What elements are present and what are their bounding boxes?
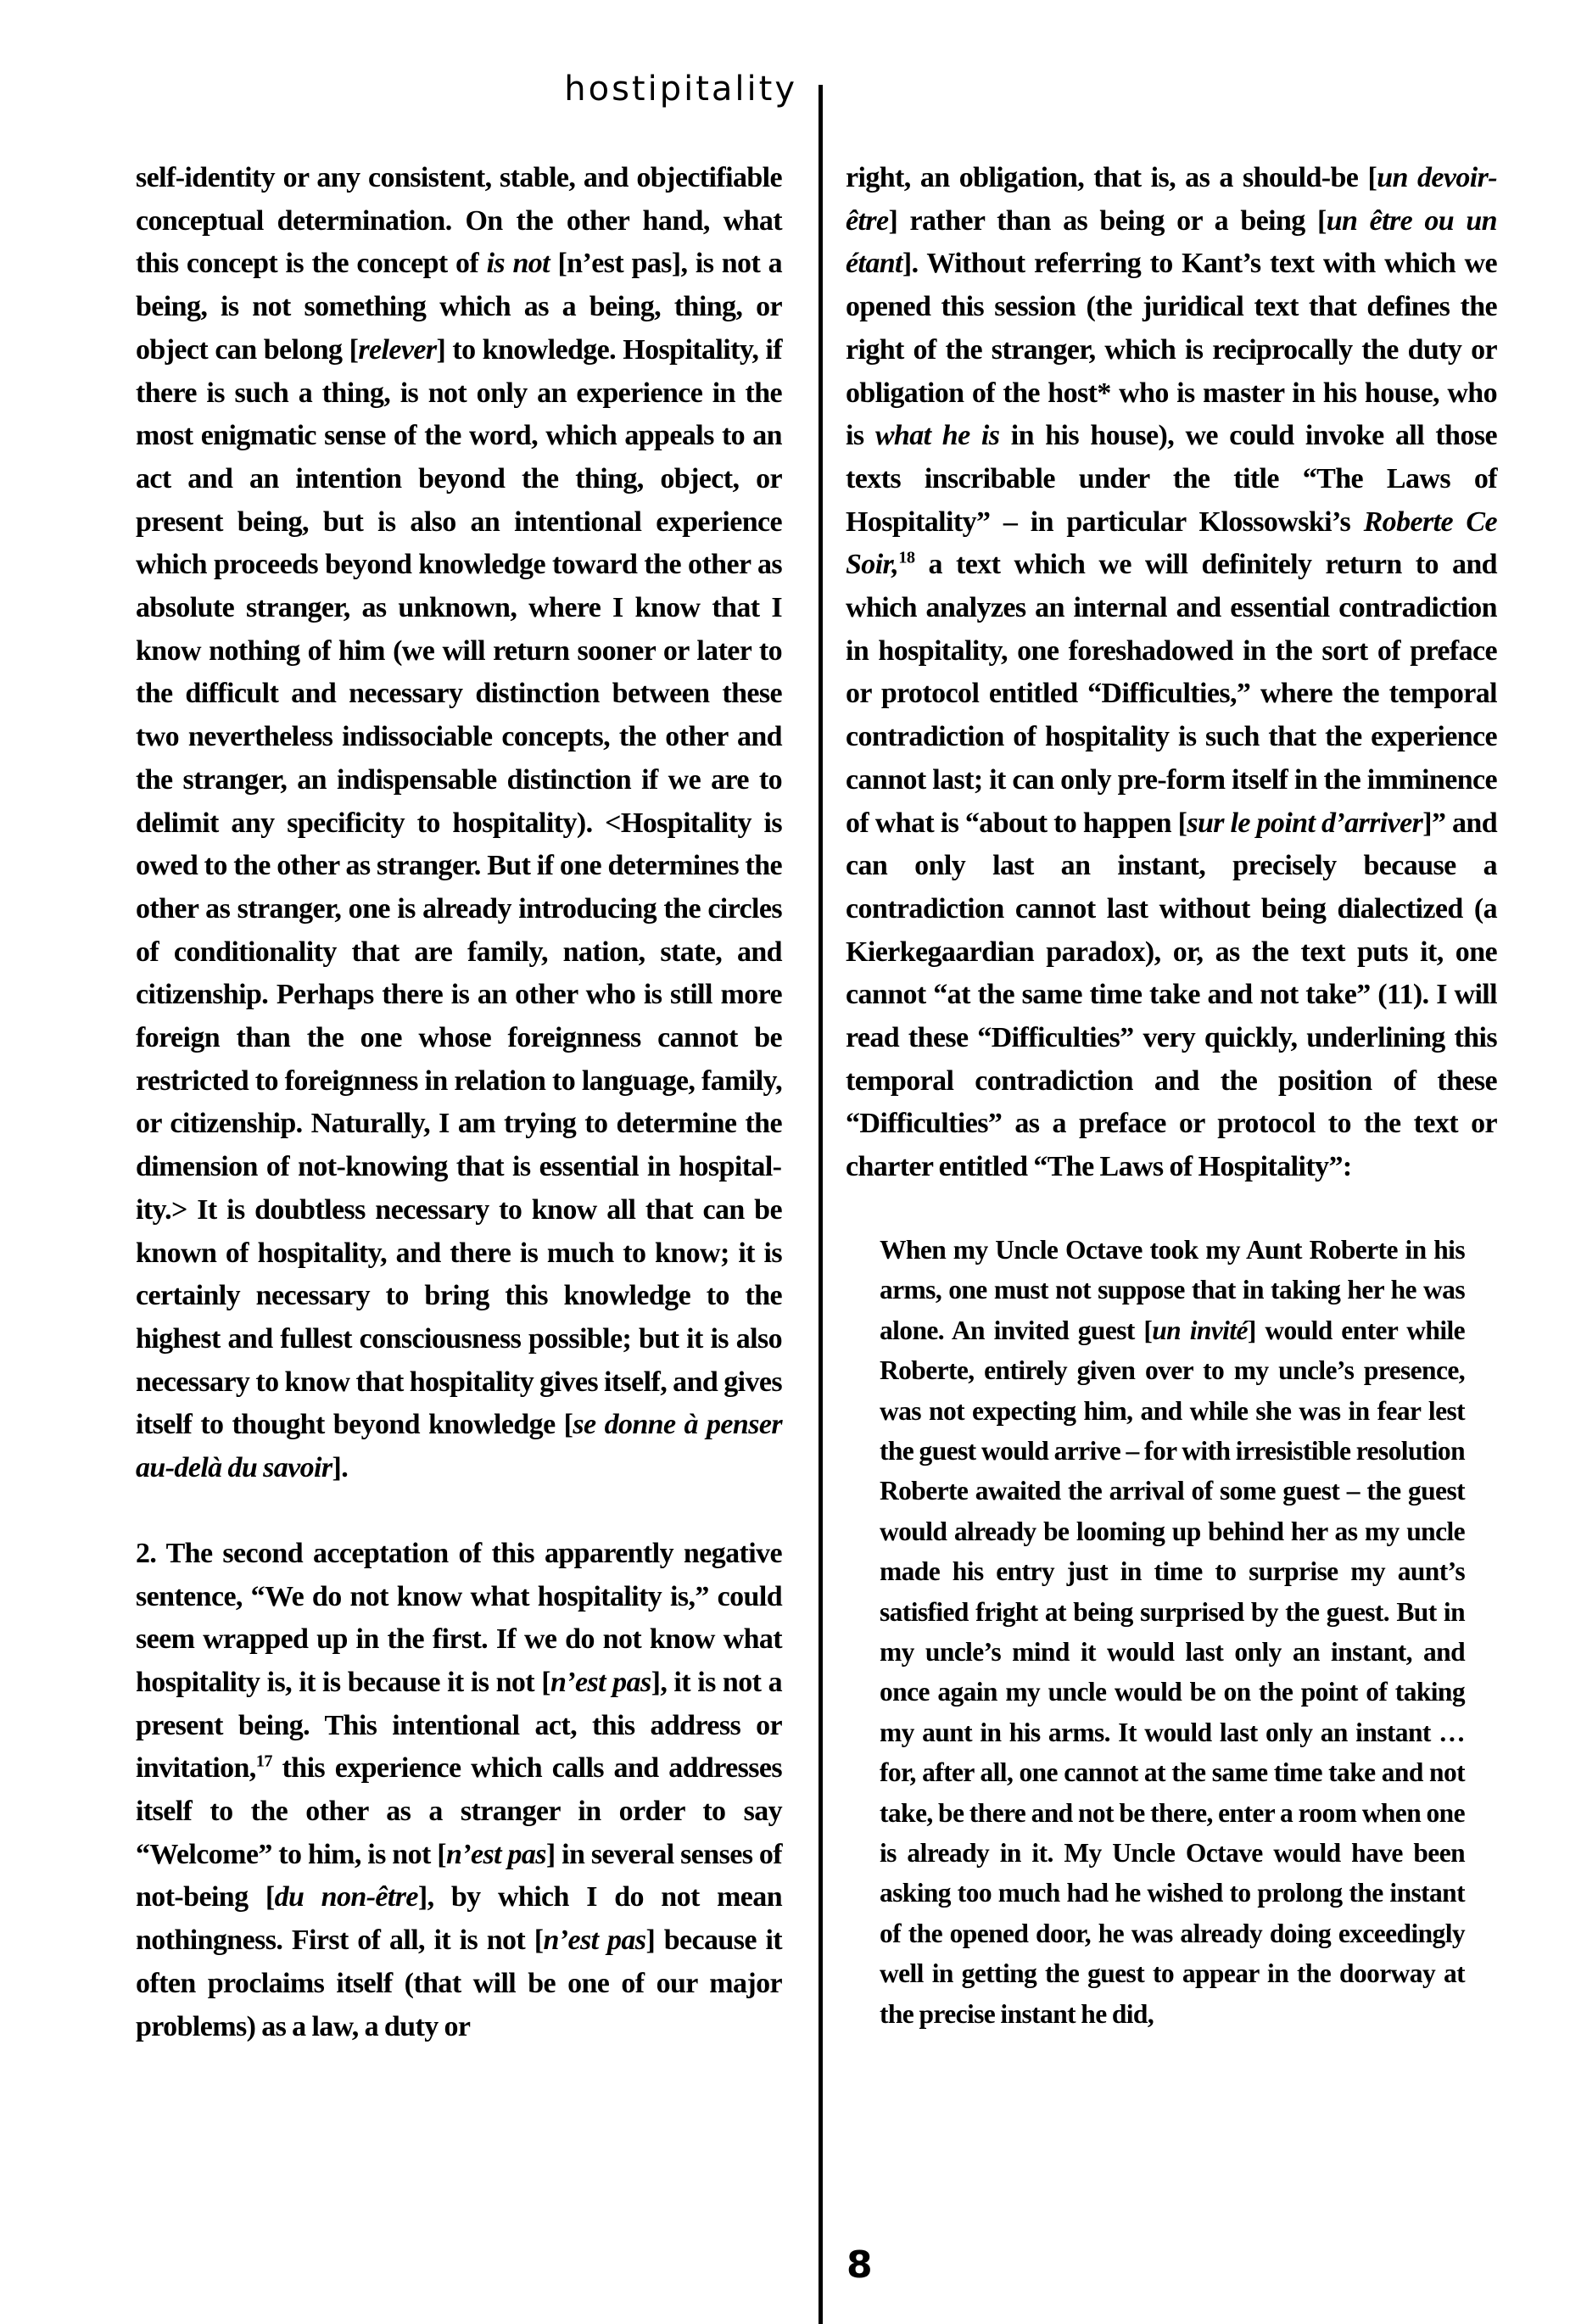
text-run: ] because it often proclaims itself (that will be one of our major problems) as a law, a duty or <box>136 1925 783 2042</box>
italic-run: relever <box>358 333 437 366</box>
right-column <box>846 157 1497 2034</box>
text-run: When my Uncle Octave took my Aunt Roberte in his arms, one must not suppose that in taking her he was alone. An invited guest [ <box>880 1234 1465 1345</box>
page-number <box>846 2243 873 2287</box>
left-paragraph-1 <box>136 157 782 1490</box>
running-title: hostipitality <box>564 70 797 109</box>
left-column <box>136 157 782 2048</box>
text-run: ], it is not a present being. This intentional act, this address or invitation, <box>136 1666 782 1785</box>
italic-run: what he is <box>874 420 1000 452</box>
text-run: ] would enter while Roberte, entirely given over to my uncle’s presence, was not expecting him, and while she was in fear lest the guest would arrive – for with irresistible resolution Roberte awaited the arrival of some guest – the guest would already be looming up behind her as my uncle made his entry just in time to surprise my aunt’s satisfied fright at being surprised by the guest. But in my uncle’s mind it would last only an instant, and once again my uncle would be on the point of taking my aunt in his arms. It would last only an instant … for, after all, one cannot at the same time take and not take, be there and not be there, enter a room when one is already in it. My Uncle Octave would have been asking too much had he wished to prolong the instant of the opened door, he was already doing exceedingly well in getting the guest to appear in the doorway at the precise instant he did, <box>880 1315 1466 2029</box>
italic-run: is not <box>486 248 550 280</box>
right-paragraph-1 <box>846 157 1497 1189</box>
text-run: ]. <box>332 1452 349 1484</box>
text-run: self-identity or any consistent, stable, and objectifiable conceptual determination. On the other hand, what this concept is the concept of <box>136 162 782 280</box>
text-run: ]” and can only last an instant, precisely because a contradiction cannot last without being dialectized (a Kierkegaardian paradox), or, as the text puts it, one cannot “at the same time take and not take” (11). I will read these “Difficulties” very quickly, underlining this temporal contradiction and the position of these “Difficulties” as a preface or protocol to the text or charter entitled “The Laws of Hospitality”: <box>846 807 1497 1183</box>
italic-run: se donne à penser au-delà du savoir <box>136 1409 782 1484</box>
italic-run: un invité <box>1152 1315 1248 1345</box>
text-run: 2. The second acceptation of this apparently negative sentence, “We do not know what hospitality is,” could seem wrapped up in the first. If we do not know what hospitality is, it is because it is not [ <box>136 1537 782 1698</box>
footnote-ref: 18 <box>898 549 915 567</box>
text-run: ], by which I do not mean nothingness. First of all, it is not [ <box>136 1881 783 1957</box>
block-quote-klossowski <box>880 1230 1465 2034</box>
italic-run: n’est pas <box>543 1925 646 1957</box>
italic-run: n’est pas <box>550 1666 651 1698</box>
page-number-text: 8 <box>846 2243 873 2287</box>
italic-run: n’est pas <box>445 1838 546 1870</box>
left-paragraph-2 <box>136 1533 782 2048</box>
text-run: in his house), we could invoke all those texts inscribable under the title “The Laws of Hospitality” – in particular Klossowski’s <box>846 420 1497 538</box>
footnote-ref: 17 <box>255 1751 272 1771</box>
text-run: right, an obligation, that is, as a should-be [ <box>846 162 1377 193</box>
running-header <box>543 70 797 109</box>
italic-run: du non-être <box>274 1881 418 1913</box>
text-run: this experience which calls and addresses itself to the other as a stranger in order to say “Welcome” to him, is not [ <box>136 1752 782 1870</box>
italic-run: sur le point d’arriver <box>1187 807 1423 839</box>
italic-run: un devoir-être <box>846 162 1497 237</box>
text-run: a text which we will definitely return to and which analyzes an internal and essential contradiction in hospitality, one foreshadowed in the sort of preface or protocol entitled “Difficulties,” where the temporal contradiction of hospitality is such that the experience cannot last; it can only pre-form itself in the imminence of what is “about to happen [ <box>846 549 1497 839</box>
text-run: ]. Without referring to Kant’s text with which we opened this session (the juridical text that defines the right of the stranger, which is reciprocally the duty or obligation of the host* who is master in his house, who is <box>846 248 1497 452</box>
italic-run: Roberte Ce Soir, <box>846 506 1497 581</box>
text-run: ] in several senses of not-being [ <box>136 1838 782 1913</box>
text-run: [n’est pas], is not a being, is not something which as a being, thing, or object can belong [ <box>136 248 782 366</box>
column-divider-rule <box>819 85 823 2324</box>
text-run: ] rather than as being or a being [ <box>888 204 1327 237</box>
text-run: ] to knowledge. Hospitality, if there is such a thing, is not only an experience in the most enigmatic sense of the word, which appeals to an act and an intention beyond the thing, object, or present being, but is also an intentional experience which proceeds beyond knowledge toward the other as absolute stranger, as unknown, where I know that I know nothing of him (we will return sooner or later to the difficult and necessary distinction between these two nevertheless indissociable concepts, the other and the stranger, an indispensable distinction if we are to delimit any specificity to hospitality). <Hospitality is owed to the other as stranger. But if one determines the other as stranger, one is already introducing the circles of conditionality that are family, nation, state, and citizenship. Perhaps there is an other who is still more foreign than the one whose foreignness cannot be restricted to foreignness in relation to language, family, or citizenship. Naturally, I am trying to determine the dimension of not-knowing that is essential in hospitality.> It is doubtless necessary to know all that can be known of hospitality, and there is much to know; it is certainly necessary to bring this knowledge to the highest and fullest consciousness possible; but it is also necessary to know that hospitality gives itself, and gives itself to thought beyond knowledge [ <box>136 333 783 1441</box>
italic-run: un être ou un étant <box>846 204 1497 280</box>
